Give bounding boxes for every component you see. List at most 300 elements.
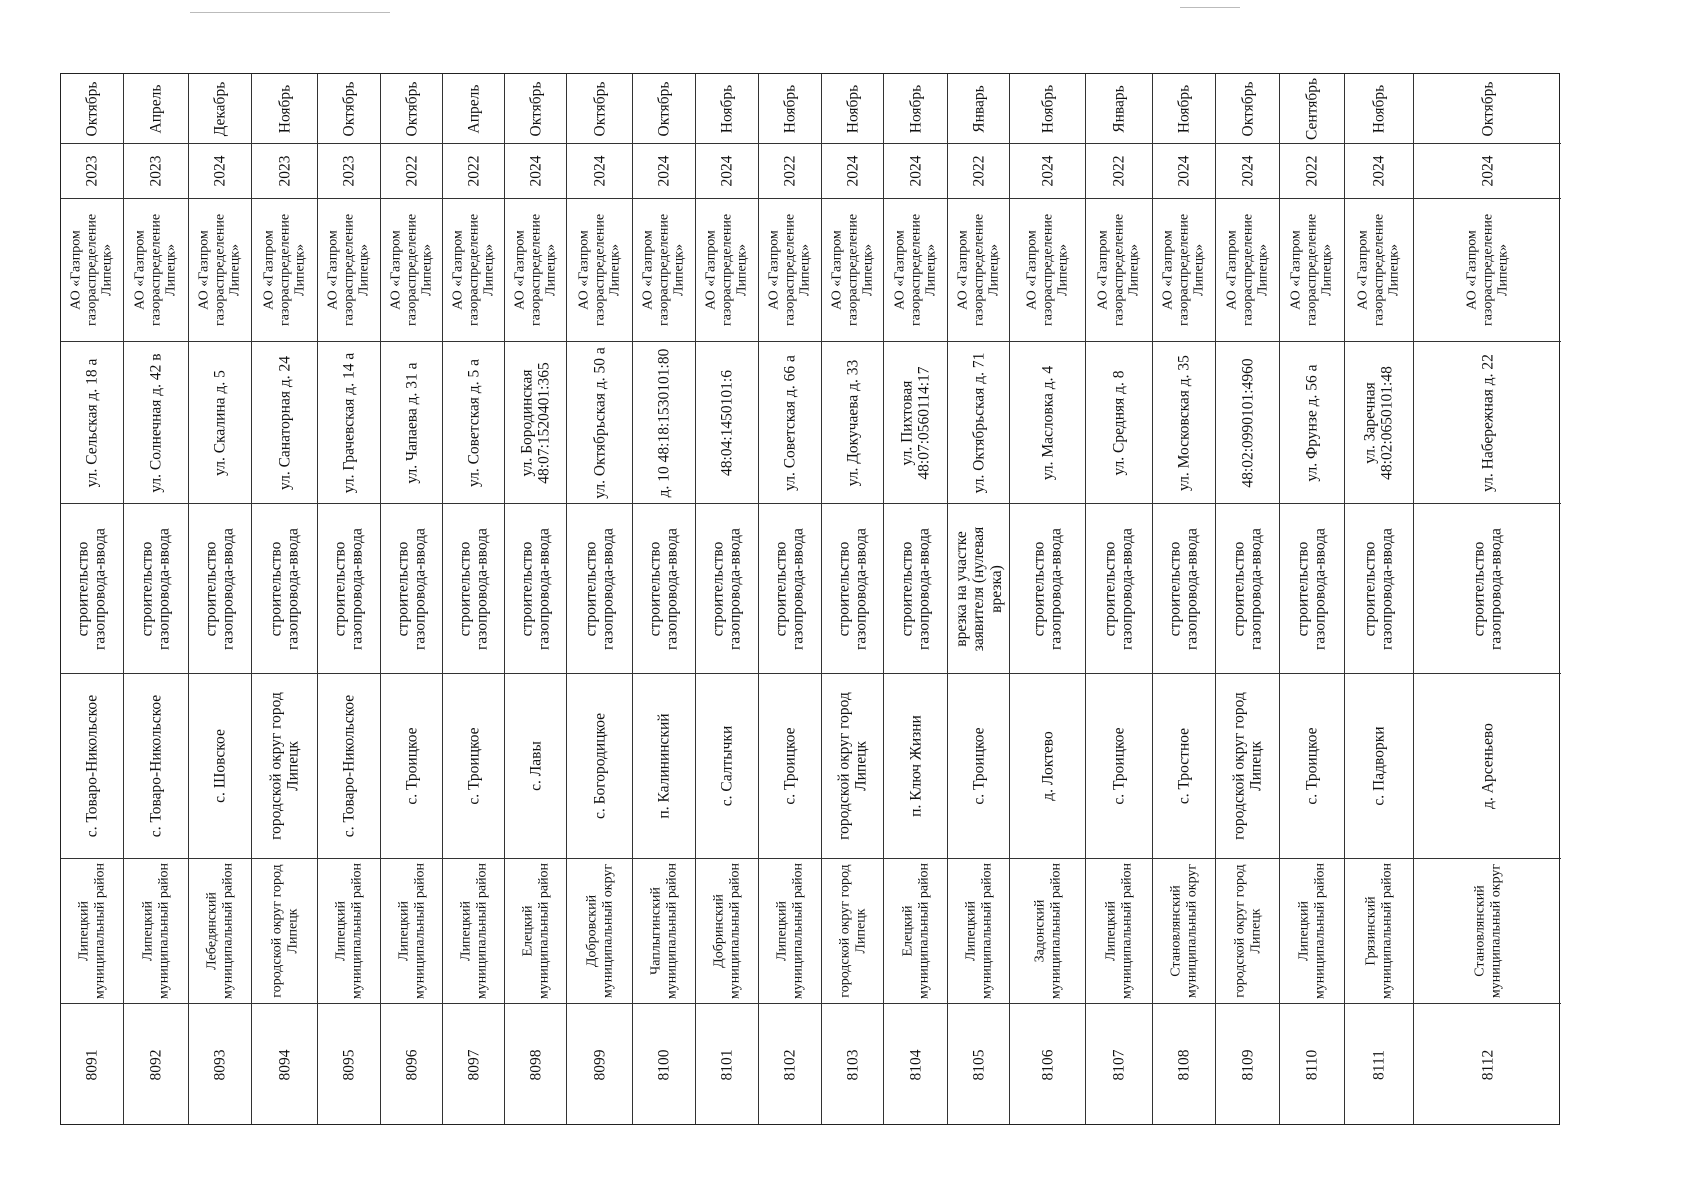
table-row [1345, 74, 1414, 1124]
cell-year [443, 144, 504, 199]
cell-work-type-text: строительство газопровода-ввода [835, 527, 870, 650]
cell-district-text: Добровский муниципальный округ [583, 863, 615, 999]
cell-year [759, 144, 821, 199]
cell-locality-text: д. Арсеньево [1478, 723, 1496, 809]
cell-number [124, 1004, 188, 1126]
cell-district [443, 859, 504, 1004]
cell-district-text: Становлянский муниципальный округ [1168, 863, 1199, 999]
cell-district [1153, 859, 1215, 1004]
cell-number [318, 1004, 380, 1126]
cell-month [318, 74, 380, 144]
cell-work-type [505, 504, 566, 674]
cell-number [1280, 1004, 1344, 1126]
cell-work-type [822, 504, 883, 674]
cell-district [884, 859, 947, 1004]
cell-organization-text: АО «Газпром газораспределение Липецк» [1288, 213, 1335, 327]
cell-district [633, 859, 695, 1004]
cell-work-type-text: строительство газопровода-ввода [709, 527, 744, 650]
cell-month [1086, 74, 1152, 144]
cell-number-text: 8100 [655, 1049, 673, 1081]
cell-number [759, 1004, 821, 1126]
cell-address [822, 342, 883, 504]
cell-address [252, 342, 317, 504]
cell-number-text: 8104 [906, 1049, 924, 1081]
cell-address-text: ул. Сельская д. 18 а [83, 358, 101, 487]
cell-district-text: городской округ город Липецк [1231, 864, 1263, 998]
cell-address-text: ул. Грачевская д. 14 а [340, 352, 358, 493]
cell-work-type [759, 504, 821, 674]
cell-year-text: 2024 [655, 155, 673, 187]
cell-address [696, 342, 758, 504]
cell-locality [1086, 674, 1152, 859]
cell-address [1280, 342, 1344, 504]
cell-district-text: Липецкий муниципальный район [140, 862, 171, 1000]
cell-year [1216, 144, 1279, 199]
cell-number [567, 1004, 632, 1126]
cell-work-type [1414, 504, 1561, 674]
cell-year-text: 2023 [83, 155, 101, 187]
cell-organization [1216, 199, 1279, 342]
cell-address-text: ул. Чапаева д. 31 а [402, 361, 420, 484]
cell-work-type [1216, 504, 1279, 674]
cell-year [884, 144, 947, 199]
cell-month [1414, 74, 1561, 144]
cell-locality [61, 674, 123, 859]
cell-number [443, 1004, 504, 1126]
cell-locality [759, 674, 821, 859]
cell-work-type [696, 504, 758, 674]
cell-locality [1280, 674, 1344, 859]
cell-month-text: Октябрь [590, 81, 608, 136]
cell-district-text: городской округ город Липецк [268, 864, 300, 998]
table-row [1010, 74, 1086, 1124]
cell-month [1345, 74, 1413, 144]
cell-month-text: Октябрь [83, 81, 101, 136]
cell-address [759, 342, 821, 504]
cell-work-type [948, 504, 1009, 674]
cell-organization [822, 199, 883, 342]
table-row [1086, 74, 1153, 1124]
cell-year [1153, 144, 1215, 199]
cell-district-text: Липецкий муниципальный район [1296, 862, 1327, 1000]
cell-number [381, 1004, 442, 1126]
table-row [1216, 74, 1280, 1124]
cell-work-type-text: строительство газопровода-ввода [267, 527, 302, 650]
cell-year-text: 2023 [147, 155, 165, 187]
cell-month-text: Октябрь [1478, 81, 1496, 136]
cell-month-text: Октябрь [526, 81, 544, 136]
cell-address-text: ул. Скалина д. 5 [211, 369, 229, 476]
cell-month [884, 74, 947, 144]
cell-year-text: 2022 [781, 155, 799, 187]
cell-locality [318, 674, 380, 859]
cell-month-text: Сентябрь [1303, 77, 1321, 140]
cell-locality-text: с. Тростное [1175, 727, 1193, 805]
cell-organization-text: АО «Газпром газораспределение Липецк» [325, 213, 372, 327]
cell-district [696, 859, 758, 1004]
cell-locality-text: городской округ город Липецк [1230, 692, 1265, 840]
cell-address-text: ул. Фрунзе д. 56 а [1303, 363, 1321, 482]
cell-organization [189, 199, 251, 342]
table-row [443, 74, 505, 1124]
cell-month-text: Октябрь [655, 81, 673, 136]
cell-address [1010, 342, 1085, 504]
cell-address [948, 342, 1009, 504]
cell-work-type-text: строительство газопровода-ввода [1166, 527, 1201, 650]
cell-month-text: Апрель [464, 84, 482, 133]
cell-locality-text: с. Богородицкое [590, 712, 608, 820]
cell-district [759, 859, 821, 1004]
cell-organization [1280, 199, 1344, 342]
cell-number [1086, 1004, 1152, 1126]
cell-month-text: Апрель [147, 84, 165, 133]
cell-organization-text: АО «Газпром газораспределение Липецк» [1095, 213, 1142, 327]
table-row [948, 74, 1010, 1124]
cell-year [633, 144, 695, 199]
cell-locality [1345, 674, 1413, 859]
cell-district-text: Липецкий муниципальный район [774, 862, 805, 1000]
cell-number-text: 8110 [1303, 1049, 1321, 1081]
cell-month-text: Январь [969, 84, 987, 133]
cell-number-text: 8098 [526, 1049, 544, 1081]
cell-district [124, 859, 188, 1004]
cell-number-text: 8108 [1175, 1049, 1193, 1081]
cell-work-type [633, 504, 695, 674]
cell-organization-text: АО «Газпром газораспределение Липецк» [640, 213, 687, 327]
cell-organization [1153, 199, 1215, 342]
cell-district [948, 859, 1009, 1004]
cell-work-type-text: строительство газопровода-ввода [1294, 527, 1329, 650]
cell-locality [189, 674, 251, 859]
table-row [1280, 74, 1345, 1124]
cell-month-text: Октябрь [340, 81, 358, 136]
cell-organization [633, 199, 695, 342]
cell-year-text: 2024 [718, 155, 736, 187]
cell-district [505, 859, 566, 1004]
table-row [567, 74, 633, 1124]
cell-district-text: Липецкий муниципальный район [76, 862, 107, 1000]
cell-organization-text: АО «Газпром газораспределение Липецк» [1223, 213, 1271, 327]
table-row [381, 74, 443, 1124]
cell-district-text: Елецкий муниципальный район [519, 862, 551, 1000]
cell-number-text: 8112 [1478, 1049, 1496, 1081]
cell-year [1345, 144, 1413, 199]
cell-address [443, 342, 504, 504]
cell-year [696, 144, 758, 199]
cell-organization-text: АО «Газпром газораспределение Липецк» [511, 213, 559, 327]
cell-address [884, 342, 947, 504]
cell-locality-text: городской округ город Липецк [835, 692, 870, 840]
cell-district-text: Липецкий муниципальный район [333, 862, 364, 1000]
cell-address-text: 48:02:0990101:4960 [1238, 357, 1256, 488]
cell-month-text: Октябрь [402, 81, 420, 136]
cell-work-type-text: строительство газопровода-ввода [74, 527, 109, 650]
cell-district-text: городской округ город Липецк [836, 864, 868, 998]
cell-address-text: ул. Советская д. 5 а [464, 358, 482, 487]
cell-month [567, 74, 632, 144]
cell-district [61, 859, 123, 1004]
cell-number [822, 1004, 883, 1126]
cell-organization [567, 199, 632, 342]
cell-number [1345, 1004, 1413, 1126]
cell-month-text: Ноябрь [1370, 84, 1388, 133]
cell-organization-text: АО «Газпром газораспределение Липецк» [387, 213, 435, 327]
cell-year-text: 2024 [526, 155, 544, 187]
cell-work-type [884, 504, 947, 674]
cell-locality-text: с. Товаро-Никольское [83, 694, 101, 838]
cell-locality [948, 674, 1009, 859]
cell-address [124, 342, 188, 504]
cell-locality-text: с. Салтычки [718, 725, 736, 807]
cell-district [252, 859, 317, 1004]
cell-month [759, 74, 821, 144]
cell-locality-text: с. Троицкое [464, 727, 482, 805]
table-row [189, 74, 252, 1124]
cell-district [1414, 859, 1561, 1004]
cell-address-text: ул. Набережная д. 22 [1478, 353, 1496, 492]
cell-locality [696, 674, 758, 859]
cell-work-type [1280, 504, 1344, 674]
cell-work-type-text: строительство газопровода-ввода [1470, 527, 1505, 650]
cell-month-text: Октябрь [1238, 81, 1256, 136]
cell-month-text: Ноябрь [275, 84, 293, 133]
table-row [1153, 74, 1216, 1124]
cell-number [884, 1004, 947, 1126]
cell-year-text: 2022 [402, 155, 420, 187]
table-row [252, 74, 318, 1124]
cell-work-type [443, 504, 504, 674]
cell-number [61, 1004, 123, 1126]
cell-month [505, 74, 566, 144]
cell-district [381, 859, 442, 1004]
cell-locality [381, 674, 442, 859]
cell-organization [318, 199, 380, 342]
cell-year [381, 144, 442, 199]
cell-locality-text: с. Троицкое [1303, 727, 1321, 805]
cell-district [318, 859, 380, 1004]
cell-work-type-text: строительство газопровода-ввода [331, 527, 366, 650]
cell-locality [124, 674, 188, 859]
cell-locality-text: с. Троицкое [969, 727, 987, 805]
cell-number [948, 1004, 1009, 1126]
table-row [884, 74, 948, 1124]
cell-organization [1345, 199, 1413, 342]
cell-work-type [381, 504, 442, 674]
cell-year-text: 2022 [1110, 155, 1128, 187]
cell-locality-text: с. Шовское [211, 729, 229, 803]
cell-locality [505, 674, 566, 859]
cell-address-text: ул. Докучаева д. 33 [843, 359, 861, 486]
cell-organization-text: АО «Газпром газораспределение Липецк» [954, 213, 1002, 327]
cell-month-text: Ноябрь [1175, 84, 1193, 133]
cell-address-text: ул. Московская д. 35 [1175, 354, 1193, 491]
cell-month-text: Ноябрь [843, 84, 861, 133]
cell-year-text: 2024 [1478, 155, 1496, 187]
cell-work-type-text: строительство газопровода-ввода [202, 527, 237, 650]
cell-number-text: 8101 [718, 1049, 736, 1081]
cell-locality-text: с. Товаро-Никольское [147, 694, 165, 838]
cell-month-text: Ноябрь [718, 84, 736, 133]
cell-work-type-text: строительство газопровода-ввода [1361, 527, 1396, 650]
cell-district [1345, 859, 1413, 1004]
cell-month [1216, 74, 1279, 144]
cell-organization-text: АО «Газпром газораспределение Липецк» [1355, 213, 1402, 327]
cell-organization [252, 199, 317, 342]
cell-address [505, 342, 566, 504]
cell-number-text: 8092 [147, 1049, 165, 1081]
cell-work-type [61, 504, 123, 674]
cell-year [124, 144, 188, 199]
cell-year-text: 2023 [275, 155, 293, 187]
cell-locality [822, 674, 883, 859]
cell-work-type-text: строительство газопровода-ввода [1101, 527, 1136, 650]
cell-organization [759, 199, 821, 342]
cell-address-text: ул. Октябрьская д. 50 а [590, 346, 608, 499]
cell-month [696, 74, 758, 144]
cell-locality-text: с. Троицкое [781, 727, 799, 805]
cell-number [189, 1004, 251, 1126]
cell-number-text: 8093 [211, 1049, 229, 1081]
cell-work-type [1153, 504, 1215, 674]
cell-month [1010, 74, 1085, 144]
cell-organization [948, 199, 1009, 342]
cell-address [1414, 342, 1561, 504]
cell-work-type-text: строительство газопровода-ввода [646, 527, 681, 650]
cell-number-text: 8106 [1038, 1049, 1056, 1081]
data-table [60, 73, 1560, 1125]
cell-organization-text: АО «Газпром газораспределение Липецк» [828, 213, 876, 327]
cell-organization-text: АО «Газпром газораспределение Липецк» [132, 213, 179, 327]
cell-month [61, 74, 123, 144]
cell-organization-text: АО «Газпром газораспределение Липецк» [891, 213, 939, 327]
cell-district [1216, 859, 1279, 1004]
cell-district-text: Елецкий муниципальный район [899, 862, 931, 1000]
table-row [759, 74, 822, 1124]
cell-number-text: 8102 [781, 1049, 799, 1081]
cell-district-text: Задонский муниципальный район [1031, 862, 1063, 1000]
cell-year [61, 144, 123, 199]
cell-work-type [318, 504, 380, 674]
cell-organization-text: АО «Газпром газораспределение Липецк» [1023, 213, 1071, 327]
cell-number [1216, 1004, 1279, 1126]
cell-organization-text: АО «Газпром газораспределение Липецк» [575, 213, 623, 327]
cell-organization-text: АО «Газпром газораспределение Липецк» [1463, 213, 1511, 327]
cell-address [381, 342, 442, 504]
cell-number [1414, 1004, 1561, 1126]
cell-work-type [124, 504, 188, 674]
cell-year [189, 144, 251, 199]
cell-district [1010, 859, 1085, 1004]
cell-number-text: 8109 [1238, 1049, 1256, 1081]
cell-address [1086, 342, 1152, 504]
cell-locality-text: с. Лавы [526, 741, 544, 791]
cell-month [633, 74, 695, 144]
cell-year-text: 2024 [1238, 155, 1256, 187]
cell-locality-text: д. Локтево [1038, 731, 1056, 801]
cell-month [443, 74, 504, 144]
cell-address-text: ул. Санаторная д. 24 [275, 355, 293, 490]
cell-month [189, 74, 251, 144]
cell-month [381, 74, 442, 144]
cell-number [505, 1004, 566, 1126]
cell-address [1216, 342, 1279, 504]
cell-work-type-text: строительство газопровода-ввода [138, 527, 173, 650]
cell-number-text: 8111 [1370, 1050, 1388, 1080]
cell-locality [443, 674, 504, 859]
cell-district-text: Лебедянский муниципальный район [204, 862, 235, 1000]
cell-year [822, 144, 883, 199]
scan-artifact-line [1180, 7, 1240, 8]
cell-address [567, 342, 632, 504]
cell-number-text: 8094 [275, 1049, 293, 1081]
cell-district-text: Липецкий муниципальный район [962, 862, 994, 1000]
cell-locality [567, 674, 632, 859]
cell-locality-text: п. Калининский [655, 713, 673, 819]
cell-address [318, 342, 380, 504]
cell-number [1153, 1004, 1215, 1126]
cell-locality-text: п. Ключ Жизни [906, 715, 924, 817]
cell-organization [696, 199, 758, 342]
cell-district-text: Липецкий муниципальный район [457, 862, 489, 1000]
cell-year [567, 144, 632, 199]
cell-organization [1086, 199, 1152, 342]
cell-number-text: 8097 [464, 1049, 482, 1081]
cell-year-text: 2024 [1175, 155, 1193, 187]
cell-organization [61, 199, 123, 342]
cell-district [822, 859, 883, 1004]
cell-work-type [189, 504, 251, 674]
cell-month-text: Январь [1110, 84, 1128, 133]
table-row [822, 74, 884, 1124]
cell-work-type [252, 504, 317, 674]
table-row [633, 74, 696, 1124]
cell-locality-text: с. Троицкое [1110, 727, 1128, 805]
cell-locality [1153, 674, 1215, 859]
cell-locality [1010, 674, 1085, 859]
cell-number-text: 8099 [590, 1049, 608, 1081]
cell-organization [505, 199, 566, 342]
cell-district-text: Добринский муниципальный район [711, 862, 742, 1000]
cell-work-type-text: строительство газопровода-ввода [394, 527, 429, 650]
cell-year-text: 2024 [906, 155, 924, 187]
cell-number [633, 1004, 695, 1126]
cell-month-text: Ноябрь [1038, 84, 1056, 133]
cell-year-text: 2024 [1038, 155, 1056, 187]
cell-number-text: 8091 [83, 1049, 101, 1081]
cell-district-text: Липецкий муниципальный район [395, 862, 427, 1000]
cell-locality [884, 674, 947, 859]
cell-organization-text: АО «Газпром газораспределение Липецк» [703, 213, 750, 327]
cell-year [318, 144, 380, 199]
cell-address-text: ул. Заречная 48:02:0650101:48 [1361, 365, 1396, 480]
cell-work-type [567, 504, 632, 674]
cell-work-type-text: строительство газопровода-ввода [456, 527, 491, 650]
cell-month [1280, 74, 1344, 144]
table-row [124, 74, 189, 1124]
cell-organization [1414, 199, 1561, 342]
cell-year [1280, 144, 1344, 199]
cell-district [1086, 859, 1152, 1004]
cell-number [696, 1004, 758, 1126]
cell-organization-text: АО «Газпром газораспределение Липецк» [766, 213, 813, 327]
cell-organization [124, 199, 188, 342]
cell-work-type-text: строительство газопровода-ввода [1030, 527, 1065, 650]
cell-number-text: 8096 [402, 1049, 420, 1081]
cell-year-text: 2024 [211, 155, 229, 187]
cell-address-text: 48:04:1450101:6 [718, 369, 736, 476]
cell-year-text: 2024 [843, 155, 861, 187]
cell-address-text: ул. Советская д. 66 а [781, 354, 799, 491]
